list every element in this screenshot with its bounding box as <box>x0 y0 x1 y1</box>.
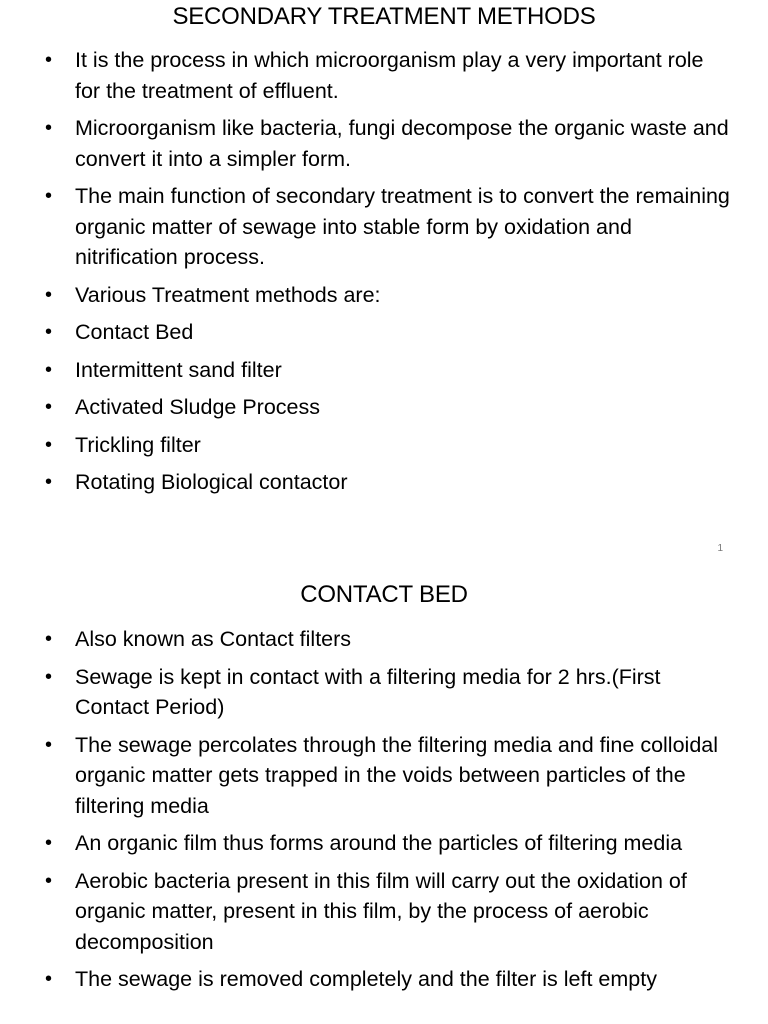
bullet-icon: • <box>45 968 53 990</box>
bullet-icon: • <box>45 471 53 493</box>
bullet-text: It is the process in which microorganism play a very important role for the treatment of effluent. <box>75 48 704 103</box>
bullet-text: Activated Sludge Process <box>75 395 320 419</box>
bullet-icon: • <box>45 628 53 650</box>
bullet-icon: • <box>45 832 53 854</box>
bullet-icon: • <box>45 117 53 139</box>
list-item <box>0 828 768 859</box>
bullet-icon: • <box>45 321 53 343</box>
bullet-list <box>0 624 768 995</box>
list-item <box>0 467 768 498</box>
list-item <box>0 355 768 386</box>
list-item <box>0 662 768 723</box>
bullet-icon: • <box>45 665 53 688</box>
list-item <box>0 730 768 822</box>
list-item <box>0 430 768 461</box>
list-item <box>0 964 768 995</box>
bullet-icon: • <box>45 358 53 381</box>
bullet-text: Aerobic bacteria present in this film will carry out the oxidation of organic matter, present in this film, by the process of aerobic decomposition <box>75 868 687 954</box>
bullet-text: Rotating Biological contactor <box>75 470 348 494</box>
bullet-list <box>0 45 768 498</box>
bullet-text: Contact Bed <box>75 320 194 344</box>
slide-title: SECONDARY TREATMENT METHODS <box>172 3 596 30</box>
bullet-icon: • <box>45 869 53 892</box>
bullet-icon: • <box>45 433 53 456</box>
bullet-text: Various Treatment methods are: <box>75 282 381 307</box>
bullet-icon: • <box>45 185 53 207</box>
list-item <box>0 317 768 348</box>
bullet-text: Sewage is kept in contact with a filtering media for 2 hrs.(First Contact Period) <box>75 664 661 719</box>
list-item <box>0 392 768 423</box>
list-item <box>0 280 768 311</box>
page-number: 1 <box>717 543 723 554</box>
slide-title: CONTACT BED <box>300 581 468 608</box>
list-item <box>0 181 768 273</box>
list-item <box>0 113 768 174</box>
bullet-icon: • <box>45 283 53 306</box>
bullet-text: Trickling filter <box>75 432 201 457</box>
slide-contact-bed <box>0 576 768 1024</box>
bullet-text: The sewage is removed completely and the filter is left empty <box>75 967 657 991</box>
bullet-icon: • <box>45 396 53 418</box>
bullet-text: Intermittent sand filter <box>75 357 282 382</box>
list-item <box>0 45 768 106</box>
bullet-text: An organic film thus forms around the particles of filtering media <box>75 831 683 855</box>
bullet-text: Also known as Contact filters <box>75 627 352 651</box>
bullet-text: The sewage percolates through the filtering media and fine colloidal organic matter gets trapped in the voids between particles of the filtering media <box>75 732 719 818</box>
bullet-icon: • <box>45 733 53 756</box>
bullet-icon: • <box>45 49 53 71</box>
list-item <box>0 624 768 655</box>
list-item <box>0 866 768 958</box>
bullet-text: The main function of secondary treatment is to convert the remaining organic matter of sewage into stable form by oxidation and nitrification process. <box>75 184 730 269</box>
bullet-text: Microorganism like bacteria, fungi decompose the organic waste and convert it into a simpler form. <box>75 116 729 171</box>
